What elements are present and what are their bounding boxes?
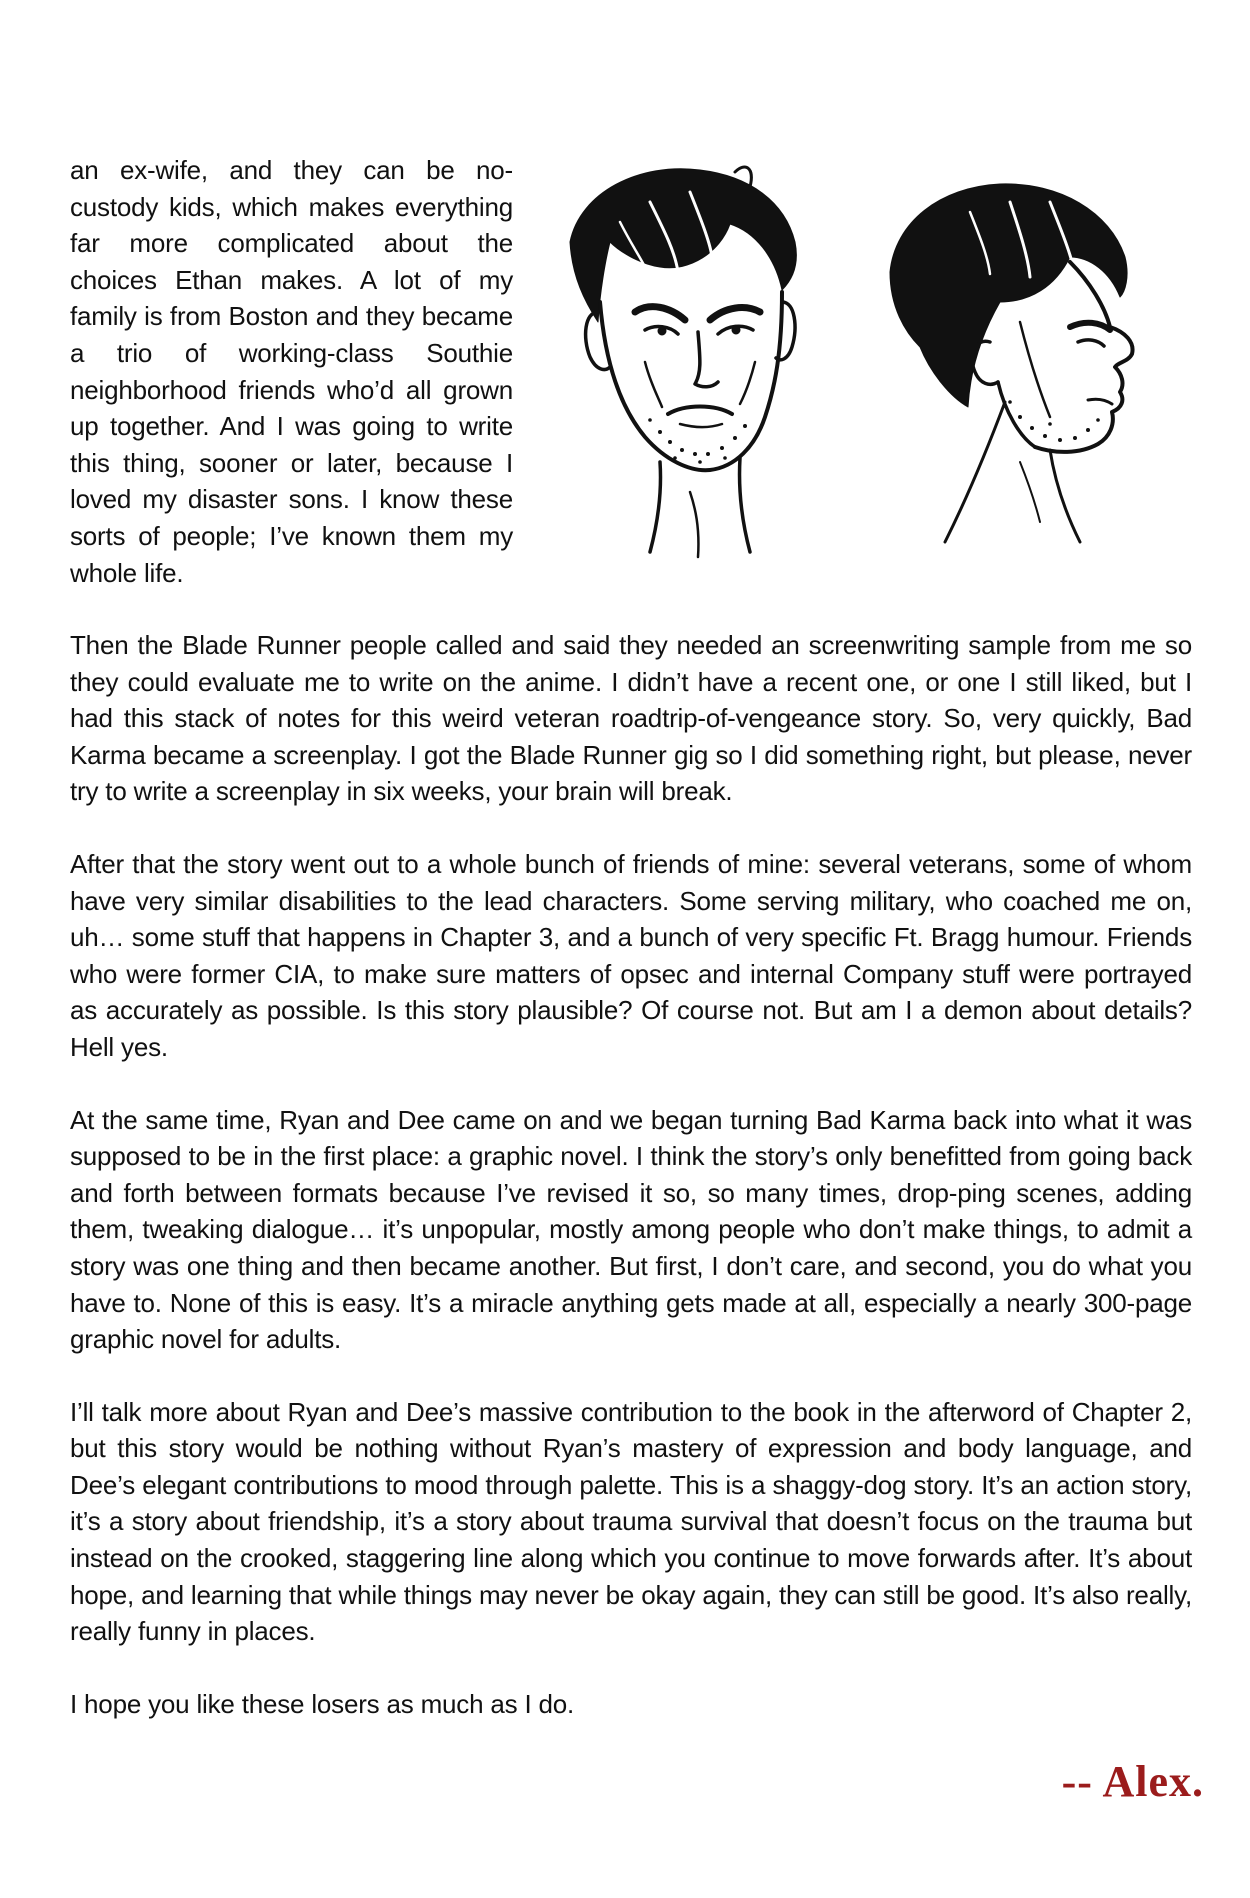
character-sketch-icon	[550, 162, 1210, 582]
body-text	[70, 627, 1192, 1758]
signature: -- Alex.	[1061, 1757, 1204, 1806]
intro-paragraph: an ex-wife, and they can be no-custody kids, which makes everything far more complicated about the choices Ethan makes. A lot of my family is from Boston and they became a trio of working-class Southie neighborhood friends who’d all grown up together. And I was going to write this thing, sooner or later, because I loved my disaster sons. I know these sorts of people; I’ve known them my whole life.	[70, 155, 513, 588]
paragraph-blade-runner: Then the Blade Runner people called and said they needed an screenwriting sample from me so they could evaluate me to write on the anime. I didn’t have a recent one, or one I still liked, but I had this stack of notes for this weird veteran roadtrip-of-vengeance story. So, very quickly, Bad Karma became a screenplay. I got the Blade Runner gig so I did something right, but please, never try to write a screenplay in six weeks, your brain will break.	[70, 630, 1192, 807]
paragraph-friends-veterans: After that the story went out to a whole bunch of friends of mine: several veterans, some of whom have very similar disabilities to the lead characters. Some serving military, who coached me on, uh… some stuff that happens in Chapter 3, and a bunch of very specific Ft. Bragg humour. Friends who were former CIA, to make sure matters of opsec and internal Company stuff were portrayed as accurately as possible. Is this story plausible? Of course not. But am I a demon about details? Hell yes.	[70, 848, 1192, 1062]
paragraph-graphic-novel: At the same time, Ryan and Dee came on and we began turning Bad Karma back into what it was supposed to be in the first place: a graphic novel. I think the story’s only benefitted from going back and forth between formats because I’ve revised it so, so many times, drop-ping scenes, adding them, tweaking dialogue… it’s unpopular, mostly among people who don’t make things, to admit a story was one thing and then became another. But first, I don’t care, and second, you do what you have to. None of this is easy. It’s a miracle anything gets made at all, especially a nearly 300-page graphic novel for adults.	[70, 1104, 1192, 1355]
top-section	[70, 152, 1200, 592]
front-face-sketch	[570, 167, 796, 557]
paragraph-contributions: I’ll talk more about Ryan and Dee’s massive contribution to the book in the afterword of Chapter 2, but this story would be nothing without Ryan’s mastery of expression and body language, and Dee’s elegant contributions to mood through palette. This is a shaggy-dog story. It’s an action story, it’s a story about friendship, it’s a story about trauma survival that doesn’t focus on the trauma but instead on the crooked, staggering line along which you continue to move forwards after. It’s about hope, and learning that while things may never be okay again, they can still be good. It’s also really, really funny in places.	[70, 1396, 1192, 1647]
paragraph-closing: I hope you like these losers as much as I do.	[70, 1688, 575, 1719]
profile-face-sketch	[890, 184, 1133, 542]
